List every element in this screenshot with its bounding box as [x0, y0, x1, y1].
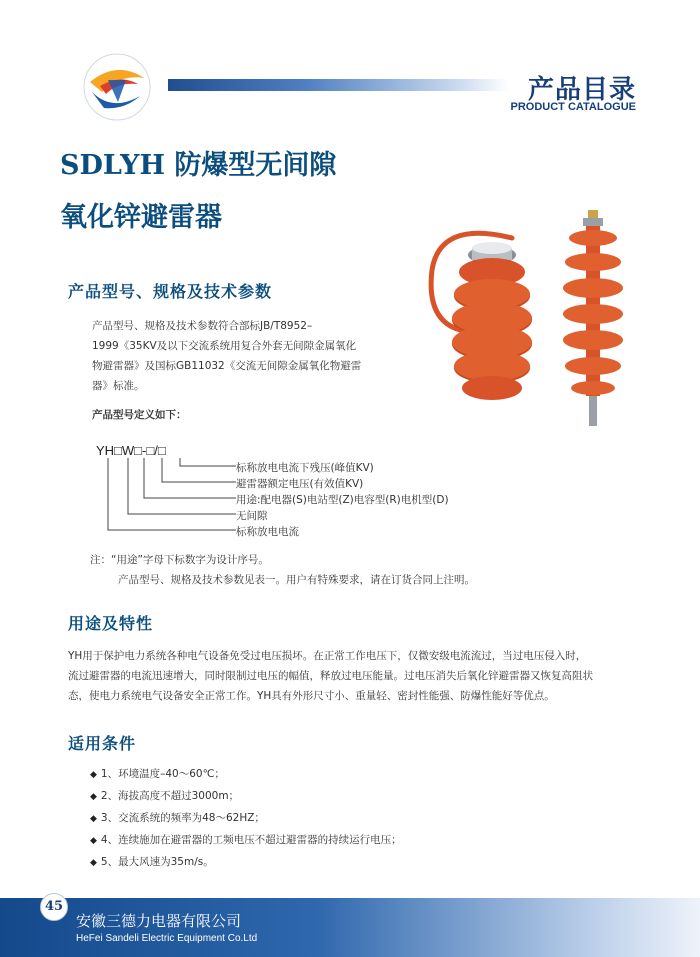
model-definition-lines [96, 456, 236, 536]
specs-para-line: 产品型号、规格及技术参数符合部标JB/T8952– [92, 320, 313, 332]
condition-item: ◆ 2、海拔高度不超过3000m； [90, 790, 240, 802]
catalogue-title: 产品目录 [527, 75, 636, 105]
company-logo [82, 52, 152, 122]
specs-para-line: 物避雷器》及国标GB11032《交流无间隙金属氧化物避雷 [92, 360, 362, 372]
note-usage: 注：“用途”字母下标数字为设计序号。 [90, 554, 269, 566]
usage-para-line: 态，使电力系统电气设备安全正常工作。YH具有外形尺寸小、重量轻、密封性能强、防爆性能好等优点。 [68, 690, 555, 702]
specs-para-line: 1999《35KV及以下交流系统用复合外套无间隙金属氧化 [92, 340, 357, 352]
model-definition-title: 产品型号定义如下： [92, 409, 187, 421]
condition-item: ◆ 1、环境温度–40～60℃； [90, 768, 225, 780]
company-name-en: HeFei Sandeli Electric Equipment Co.Ltd [76, 933, 258, 944]
product-photo [420, 210, 650, 444]
section-heading-usage: 用途及特性 [68, 614, 154, 633]
definition-label: 标称放电电流下残压(峰值KV) [236, 462, 374, 474]
left-arrester [452, 242, 532, 400]
definition-label: 用途:配电器(S)电站型(Z)电容型(R)电机型(D) [236, 494, 449, 506]
condition-item: ◆ 3、交流系统的频率为48～62HZ； [90, 812, 265, 824]
section-heading-conditions: 适用条件 [68, 734, 137, 753]
company-name-cn: 安徽三德力电器有限公司 [76, 912, 242, 930]
product-title-line2: 氧化锌避雷器 [60, 202, 222, 233]
right-arrester [563, 210, 623, 426]
catalogue-subtitle: PRODUCT CATALOGUE [510, 101, 636, 113]
usage-para-line: YH用于保护电力系统各种电气设备免受过电压损坏。在正常工作电压下，仅微安级电流流过，当过电压侵入时， [68, 650, 587, 662]
specs-paragraph [92, 316, 361, 396]
definition-label: 无间隙 [236, 510, 268, 522]
note-specs: 产品型号、规格及技术参数见表一。用户有特殊要求，请在订货合同上注明。 [118, 574, 475, 586]
condition-item: ◆ 4、连续施加在避雷器的工频电压不超过避雷器的持续运行电压； [90, 834, 402, 846]
product-title-line1: SDLYH 防爆型无间隙 [60, 150, 337, 181]
condition-item: ◆ 5、最大风速为35m/s。 [90, 856, 214, 868]
usage-para-line: 流过避雷器的电流迅速增大，同时限制过电压的幅值，释放过电压能量。过电压消失后氧化锌避雷器又恢复高阻状 [68, 670, 593, 682]
usage-paragraph [68, 646, 668, 706]
definition-label: 标称放电电流 [236, 526, 299, 538]
section-heading-specs: 产品型号、规格及技术参数 [68, 282, 273, 301]
header-decor-bar [168, 79, 508, 91]
model-code: YH□W□-□/□ [96, 443, 166, 458]
specs-para-line: 器》标准。 [92, 380, 145, 392]
page-number: 45 [40, 893, 68, 921]
definition-label: 避雷器额定电压(有效值KV) [236, 478, 364, 490]
